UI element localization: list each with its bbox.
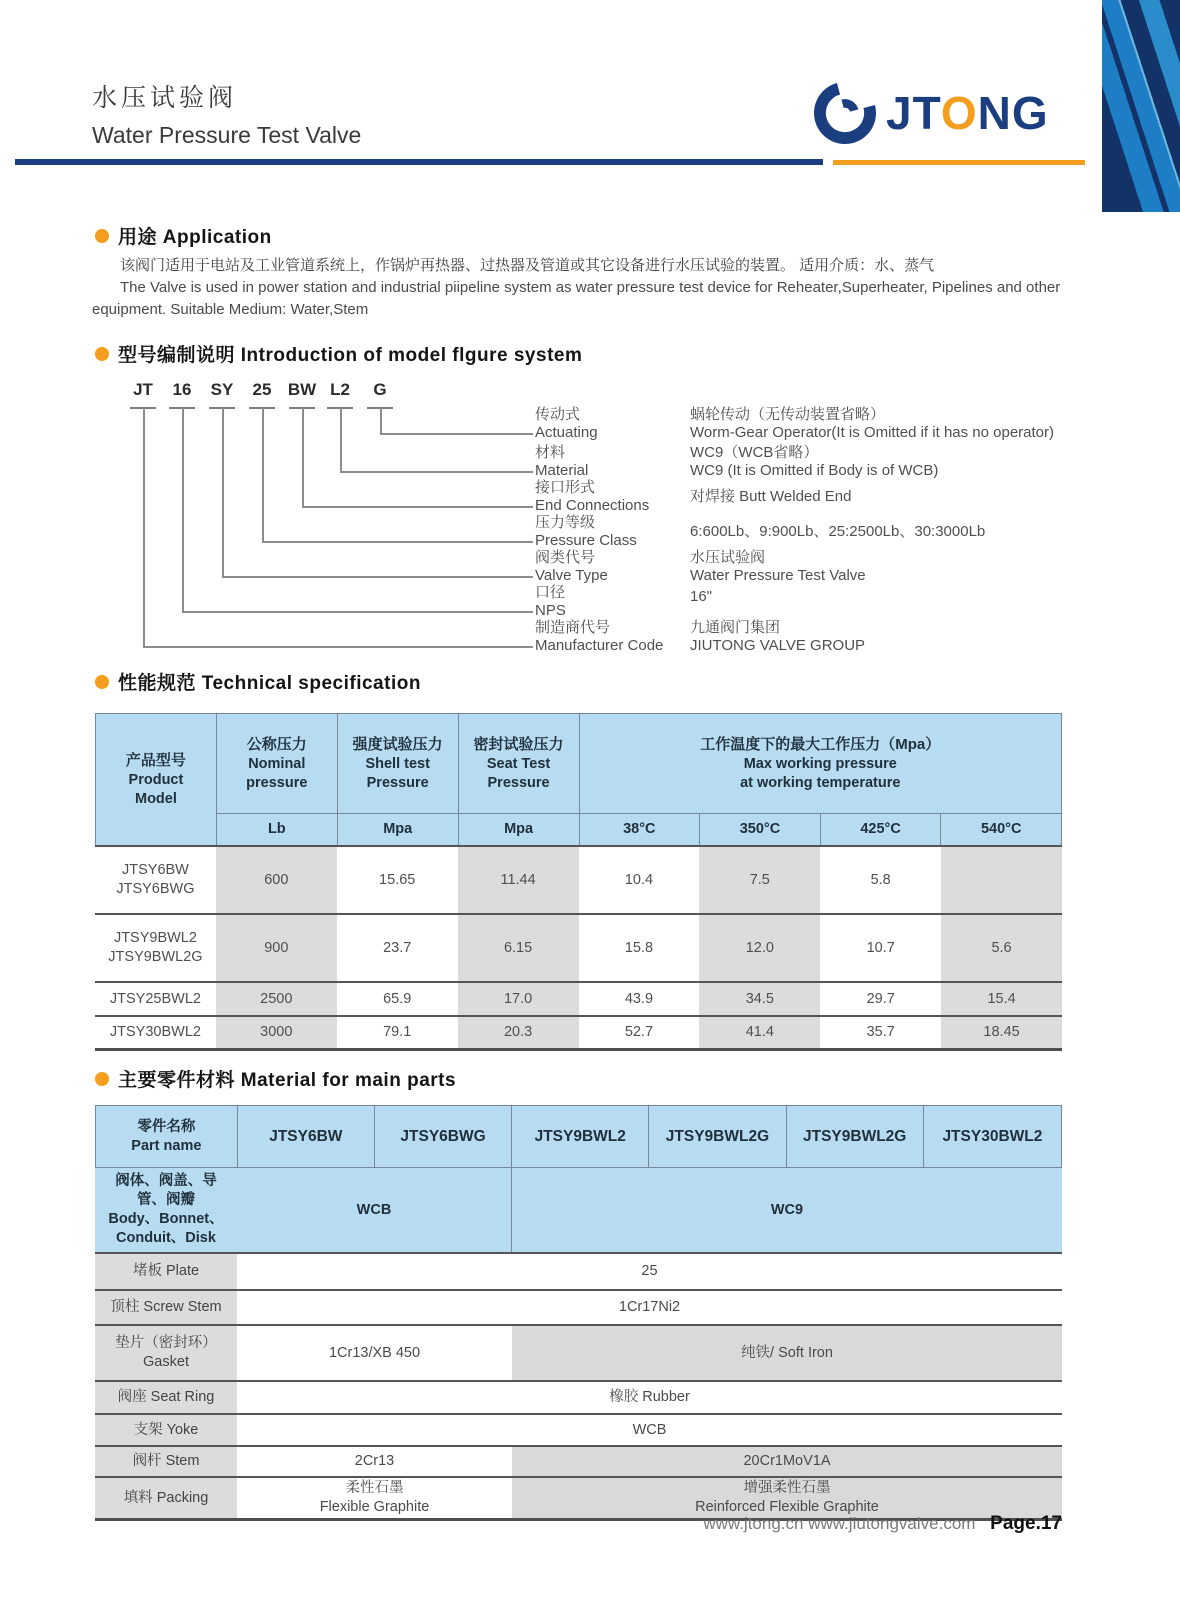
materials-value-cell: WC9: [512, 1168, 1062, 1252]
spec-temp-350: 350°C: [700, 814, 821, 845]
materials-col-model: JTSY9BWL2: [512, 1106, 649, 1167]
materials-value-cell: 增强柔性石墨 Reinforced Flexible Graphite: [512, 1478, 1062, 1518]
spec-cell: 29.7: [866, 990, 895, 1007]
materials-part-cell: 填料 Packing: [95, 1478, 237, 1518]
materials-value-cell: 纯铁/ Soft Iron: [512, 1326, 1062, 1380]
connector-line: [182, 611, 533, 613]
model-code-sy: SY: [210, 380, 234, 399]
orange-bullet-icon: [95, 229, 109, 243]
spec-row-jtsy25: [95, 981, 1062, 1015]
application-heading: 用途 Application: [95, 222, 272, 249]
diagram-label-actuating: 传动式 Actuating: [535, 406, 598, 441]
materials-value-cell: 柔性石墨 Flexible Graphite: [319, 1480, 430, 1515]
model-code-jt: JT: [133, 380, 153, 399]
materials-col-part: 零件名称 Part name: [96, 1106, 238, 1167]
materials-value-cell: 橡胶 Rubber: [609, 1389, 690, 1405]
materials-col-model: JTSY6BWG: [375, 1106, 512, 1167]
materials-value-cell: 1Cr13/XB 450: [328, 1344, 421, 1361]
diagram-label-manufacturer: 制造商代号 Manufacturer Code: [535, 619, 664, 654]
spec-col-model: 产品型号 Product Model: [96, 714, 217, 845]
diagram-value-actuating: 蜗轮传动（无传动装置省略） Worm-Gear Operator(It is Omitted if it has no operator): [690, 406, 1055, 441]
diagram-value-manufacturer: 九通阀门集团 JIUTONG VALVE GROUP: [690, 619, 866, 654]
spec-cell: 79.1: [383, 1024, 412, 1040]
spec-cell: 23.7: [383, 939, 412, 956]
connector-line: [340, 471, 533, 473]
model-code-25: 25: [252, 380, 272, 399]
diagram-label-material: 材料 Material: [535, 444, 589, 479]
spec-cell: 11.44: [458, 847, 579, 913]
materials-col-model: JTSY30BWL2: [942, 1127, 1043, 1145]
orange-bullet-icon: [95, 1072, 109, 1086]
spec-model-cell: JTSY25BWL2: [109, 990, 201, 1007]
orange-bullet-icon: [95, 347, 109, 361]
spec-cell: 15.8: [624, 939, 654, 956]
page-title: [92, 78, 361, 149]
materials-row-screw-stem: [95, 1289, 1062, 1324]
diagram-label-valve-type: 阀类代号 Valve Type: [535, 549, 608, 584]
spec-cell: 10.7: [866, 939, 895, 956]
materials-value-cell: 25: [641, 1263, 658, 1279]
spec-cell: 6.15: [458, 915, 579, 981]
connector-line: [182, 408, 184, 611]
spec-unit-mpa2: Mpa: [504, 821, 534, 837]
diagram-value-material: WC9（WCB省略） WC9 (It is Omitted if Body is of WCB): [690, 444, 939, 479]
materials-row-plate: [95, 1252, 1062, 1289]
spec-cell: 35.7: [866, 1024, 895, 1040]
jtong-swirl-icon: [805, 73, 886, 154]
connector-line: [380, 408, 382, 433]
spec-cell: 5.8: [870, 871, 891, 888]
spec-cell: 18.45: [941, 1017, 1062, 1048]
spec-cell: 3000: [216, 1017, 337, 1048]
logo-o: O: [940, 87, 978, 139]
spec-table: [95, 713, 1062, 1051]
materials-row-seat-ring: [95, 1380, 1062, 1413]
spec-model-cell: JTSY30BWL2: [109, 1024, 201, 1040]
spec-temp-425: 425°C: [821, 814, 942, 845]
materials-part-cell: 顶柱 Screw Stem: [95, 1291, 237, 1324]
spec-col-seat: 密封试验压力 Seat Test Pressure Mpa: [459, 714, 580, 845]
connector-line: [222, 576, 533, 578]
materials-col-model: JTSY9BWL2G: [787, 1106, 924, 1167]
materials-header-row: [95, 1106, 1062, 1167]
spec-col-nominal: 公称压力 Nominal pressure Lb: [217, 714, 338, 845]
model-code-g: G: [373, 380, 387, 399]
materials-value-cell: WCB: [632, 1421, 667, 1438]
spec-col-maxworking: 工作温度下的最大工作压力（Mpa） Max working pressure at working temperature 38°C 350°C 425°C 540°C: [580, 714, 1062, 845]
connector-line: [143, 646, 533, 648]
spec-cell: 41.4: [699, 1017, 820, 1048]
spec-unit-mpa: Mpa: [383, 821, 413, 837]
materials-part-cell: 支架 Yoke: [95, 1415, 237, 1445]
materials-value-cell: 2Cr13: [354, 1453, 395, 1469]
diagram-value-nps: 16": [690, 588, 713, 605]
materials-table: [95, 1105, 1062, 1521]
spec-cell: 12.0: [699, 915, 820, 981]
spec-cell: 15.65: [379, 871, 416, 888]
spec-temp-38: 38°C: [580, 814, 701, 845]
jtong-logo-text: [886, 80, 1049, 146]
materials-value-cell: 20Cr1MoV1A: [512, 1447, 1062, 1476]
materials-part-cell: 垫片（密封环） Gasket: [95, 1326, 237, 1380]
materials-part-cell: 阀体、阀盖、导管、阀瓣 Body、Bonnet、Conduit、Disk: [95, 1168, 237, 1252]
model-code-bw: BW: [287, 380, 317, 399]
spec-heading: 性能规范 Technical specification: [95, 668, 421, 695]
header-rule-navy: [15, 159, 823, 165]
spec-cell: 20.3: [458, 1017, 579, 1048]
spec-cell: 2500: [216, 983, 337, 1015]
spec-unit-lb: Lb: [267, 821, 286, 837]
connector-line: [262, 541, 533, 543]
materials-part-cell: 阀杆 Stem: [95, 1447, 237, 1476]
spec-cell: 7.5: [699, 847, 820, 913]
application-text-en: The Valve is used in power station and industrial piipeline system as water pressure test device for Reheater,Superheater, Pipelines and other equipment. Suitable Medium: Water,Stem: [92, 279, 1061, 318]
spec-col-shell: 强度试验压力 Shell test Pressure Mpa: [338, 714, 459, 845]
materials-row-yoke: [95, 1413, 1062, 1445]
spec-row-jtsy30: [95, 1015, 1062, 1048]
jtong-logo: [812, 80, 1049, 146]
spec-model-cell: JTSY9BWL2 JTSY9BWL2G: [108, 930, 203, 965]
materials-row-body: [95, 1167, 1062, 1252]
spec-table-header: [95, 714, 1062, 845]
spec-cell: 17.0: [458, 983, 579, 1015]
connector-line: [302, 408, 304, 506]
diagram-value-pressure-class: 6:600Lb、9:900Lb、25:2500Lb、30:3000Lb: [690, 523, 986, 540]
spec-cell: 600: [216, 847, 337, 913]
corner-decoration: [1102, 0, 1180, 212]
materials-row-gasket: [95, 1324, 1062, 1380]
diagram-label-nps: 口径 NPS: [535, 584, 566, 619]
spec-cell: 43.9: [624, 990, 654, 1007]
orange-bullet-icon: [95, 675, 109, 689]
model-code-16: 16: [172, 380, 192, 399]
header-rule-orange: [833, 160, 1085, 165]
materials-col-model: JTSY6BW: [238, 1106, 375, 1167]
materials-col-model: JTSY9BWL2G: [649, 1106, 786, 1167]
application-text-zh: 该阀门适用于电站及工业管道系统上，作锅炉再热器、过热器及管道或其它设备进行水压试验的装置。 适用介质：水、蒸气: [120, 257, 935, 274]
materials-value-cell: 1Cr17Ni2: [618, 1299, 681, 1315]
page-number: Page.17: [990, 1513, 1062, 1534]
spec-cell: 900: [216, 915, 337, 981]
footer-urls: www.jtong.cn www.jiutongvalve.com: [703, 1514, 976, 1533]
materials-part-cell: 堵板 Plate: [95, 1254, 237, 1289]
page-title-en: Water Pressure Test Valve: [92, 122, 362, 148]
connector-line: [380, 433, 533, 435]
materials-row-packing: [95, 1476, 1062, 1518]
materials-row-stem: [95, 1445, 1062, 1476]
page-footer: [703, 1513, 1062, 1535]
spec-cell: [941, 847, 1062, 913]
diagram-label-end-connections: 接口形式 End Connections: [535, 479, 650, 514]
materials-value-cell: WCB: [237, 1168, 512, 1252]
spec-temp-540: 540°C: [980, 821, 1022, 837]
spec-row-jtsy9: [95, 913, 1062, 981]
connector-line: [143, 408, 145, 646]
spec-cell: 15.4: [941, 983, 1062, 1015]
connector-line: [222, 408, 224, 576]
diagram-value-end-connections: 对焊接 Butt Welded End: [690, 488, 852, 505]
model-system-heading: 型号编制说明 Introduction of model flgure system: [95, 340, 582, 367]
spec-row-jtsy6: [95, 845, 1062, 913]
model-code-l2: L2: [330, 380, 350, 399]
connector-line: [302, 506, 533, 508]
spec-model-cell: JTSY6BW JTSY6BWG: [116, 862, 195, 897]
spec-cell: 34.5: [699, 983, 820, 1015]
materials-heading: 主要零件材料 Material for main parts: [95, 1065, 456, 1092]
connector-line: [262, 408, 264, 541]
spec-cell: 52.7: [624, 1024, 654, 1040]
materials-part-cell: 阀座 Seat Ring: [95, 1382, 237, 1413]
logo-ng: NG: [977, 87, 1049, 139]
diagram-value-valve-type: 水压试验阀 Water Pressure Test Valve: [690, 549, 866, 584]
spec-cell: 10.4: [624, 871, 654, 888]
spec-cell: 65.9: [383, 990, 412, 1007]
logo-jt: JT: [886, 87, 941, 139]
connector-line: [340, 408, 342, 471]
diagram-label-pressure-class: 压力等级 Pressure Class: [535, 514, 637, 549]
page-title-zh: 水压试验阀: [92, 84, 238, 112]
spec-cell: 5.6: [941, 915, 1062, 981]
